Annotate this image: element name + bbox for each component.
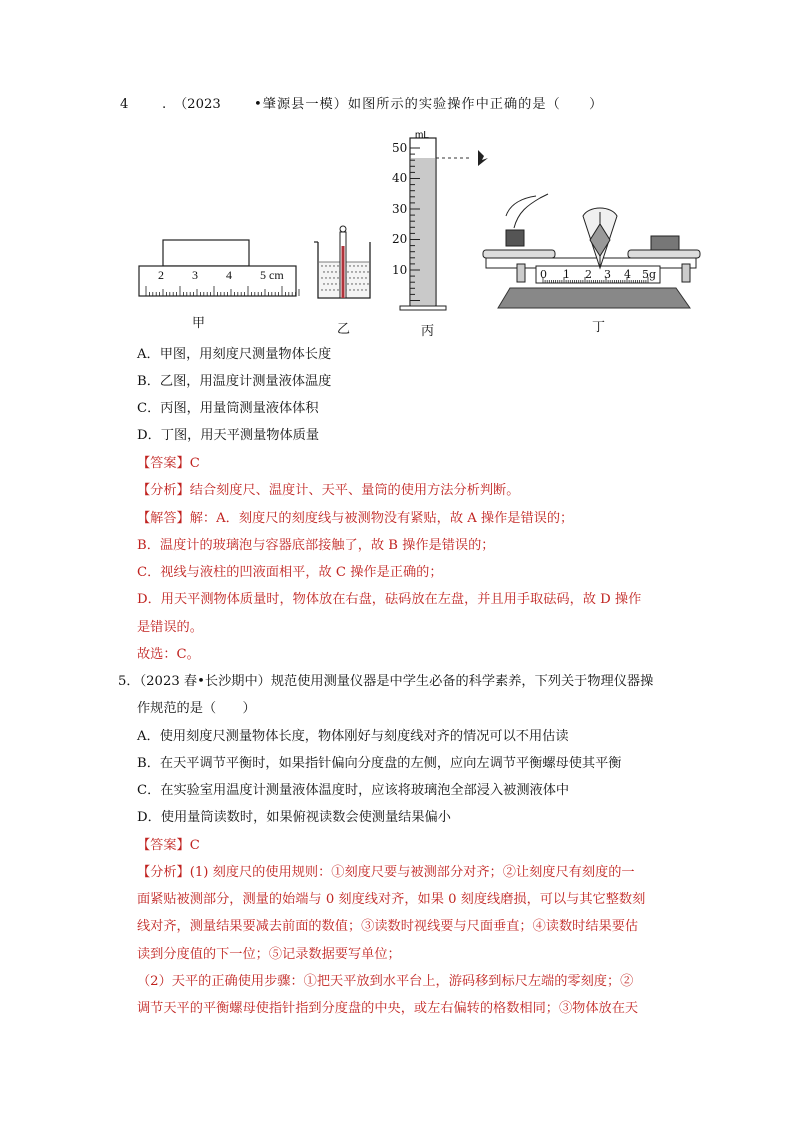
ruler-tick-3: 3 (192, 268, 198, 282)
balance-diagram (483, 194, 700, 308)
q5-stem-line-2: 作规范的是（ ） (137, 701, 256, 716)
bal-scale-3: 3 (604, 268, 611, 281)
q4-source-year: （2023 (174, 97, 221, 112)
eye-icon (478, 150, 488, 166)
q5-answer: 【答案】C (137, 838, 200, 853)
q5-analysis-line-5: （2）天平的正确使用步骤：①把天平放到水平台上，游码移到标尺左端的零刻度；② (137, 974, 634, 989)
ruler-tick-2: 2 (158, 268, 164, 282)
figure-label-bing: 丙 (421, 324, 435, 339)
q4-figure (0, 0, 794, 340)
q5-analysis-line-2: 面紧贴被测部分，测量的始端与 0 刻度线对齐，如果 0 刻度线磨损，可以与其它整数刻 (137, 892, 646, 907)
graduated-cylinder-diagram (400, 130, 488, 310)
bal-scale-0: 0 (540, 268, 547, 281)
q4-conclusion: 故选：C。 (137, 647, 200, 662)
q5-analysis-line-1: 【分析】(1) 刻度尺的使用规则：①刻度尺要与被测部分对齐；②让刻度尺有刻度的一 (137, 865, 635, 880)
q4-option-c: C．丙图，用量筒测量液体体积 (137, 401, 319, 416)
cyl-tick-10: 10 (392, 263, 408, 277)
q4-option-b: B．乙图，用温度计测量液体温度 (137, 374, 332, 389)
figure-label-yi: 乙 (337, 322, 351, 337)
ruler-tick-4: 4 (226, 268, 232, 282)
cyl-tick-40: 40 (392, 171, 408, 185)
q4-solution-line-4: D．用天平测物体质量时，物体放在右盘，砝码放在左盘，并且用手取砝码，故 D 操作 (137, 592, 642, 607)
q4-analysis: 【分析】结合刻度尺、温度计、天平、量筒的使用方法分析判断。 (137, 483, 520, 498)
cyl-tick-30: 30 (392, 202, 408, 216)
bal-scale-4: 4 (624, 268, 631, 281)
q4-solution-line-2: B．温度计的玻璃泡与容器底部接触了，故 B 操作是错误的； (137, 538, 495, 553)
q4-stem: •肇源县一模）如图所示的实验操作中正确的是（ ） (254, 97, 604, 112)
q5-stem-line-1: 5．（2023 春•长沙期中）规范使用测量仪器是中学生必备的科学素养，下列关于物理仪器操 (118, 674, 654, 689)
measured-block (163, 240, 249, 266)
q4-number-dot: . (162, 97, 167, 112)
ruler-tick-5: 5 cm (260, 268, 284, 282)
q5-option-d: D．使用量筒读数时，如果俯视读数会使测量结果偏小 (137, 810, 451, 825)
cyl-tick-50: 50 (392, 141, 408, 155)
q4-solution-line-1: 【解答】解：A．刻度尺的刻度线与被测物没有紧贴，故 A 操作是错误的； (137, 511, 574, 526)
figure-label-jia: 甲 (192, 316, 206, 331)
figure-label-ding: 丁 (592, 320, 606, 335)
q5-analysis-line-6: 调节天平的平衡螺母使指针指到分度盘的中央，或左右偏转的格数相同；③物体放在天 (137, 1001, 639, 1016)
q5-option-a: A．使用刻度尺测量物体长度，物体刚好与刻度线对齐的情况可以不用估读 (137, 729, 569, 744)
q5-option-c: C．在实验室用温度计测量液体温度时，应该将玻璃泡全部浸入被测液体中 (137, 783, 570, 798)
q5-analysis-line-3: 线对齐，测量结果要减去前面的数值；③读数时视线要与尺面垂直；④读数时结果要估 (137, 919, 639, 934)
q4-option-a: A．甲图，用刻度尺测量物体长度 (137, 347, 332, 362)
q5-analysis-line-4: 读到分度值的下一位；⑤记录数据要写单位； (137, 947, 401, 962)
q4-solution-line-5: 是错误的。 (137, 620, 203, 635)
q5-option-b: B．在天平调节平衡时，如果指针偏向分度盘的左侧，应向左调节平衡螺母使其平衡 (137, 756, 622, 771)
q4-option-d: D．丁图，用天平测量物体质量 (137, 428, 320, 443)
bal-scale-2: 2 (585, 268, 592, 281)
beaker-thermometer-diagram (314, 226, 370, 298)
q4-solution-line-3: C．视线与液柱的凹液面相平，故 C 操作是正确的； (137, 565, 443, 580)
q4-number: 4 (120, 97, 129, 112)
bal-scale-5g: 5g (642, 268, 657, 281)
bal-scale-1: 1 (563, 268, 570, 281)
cylinder-unit: mL (415, 130, 429, 141)
q4-answer: 【答案】C (137, 456, 200, 471)
cyl-tick-20: 20 (392, 232, 408, 246)
